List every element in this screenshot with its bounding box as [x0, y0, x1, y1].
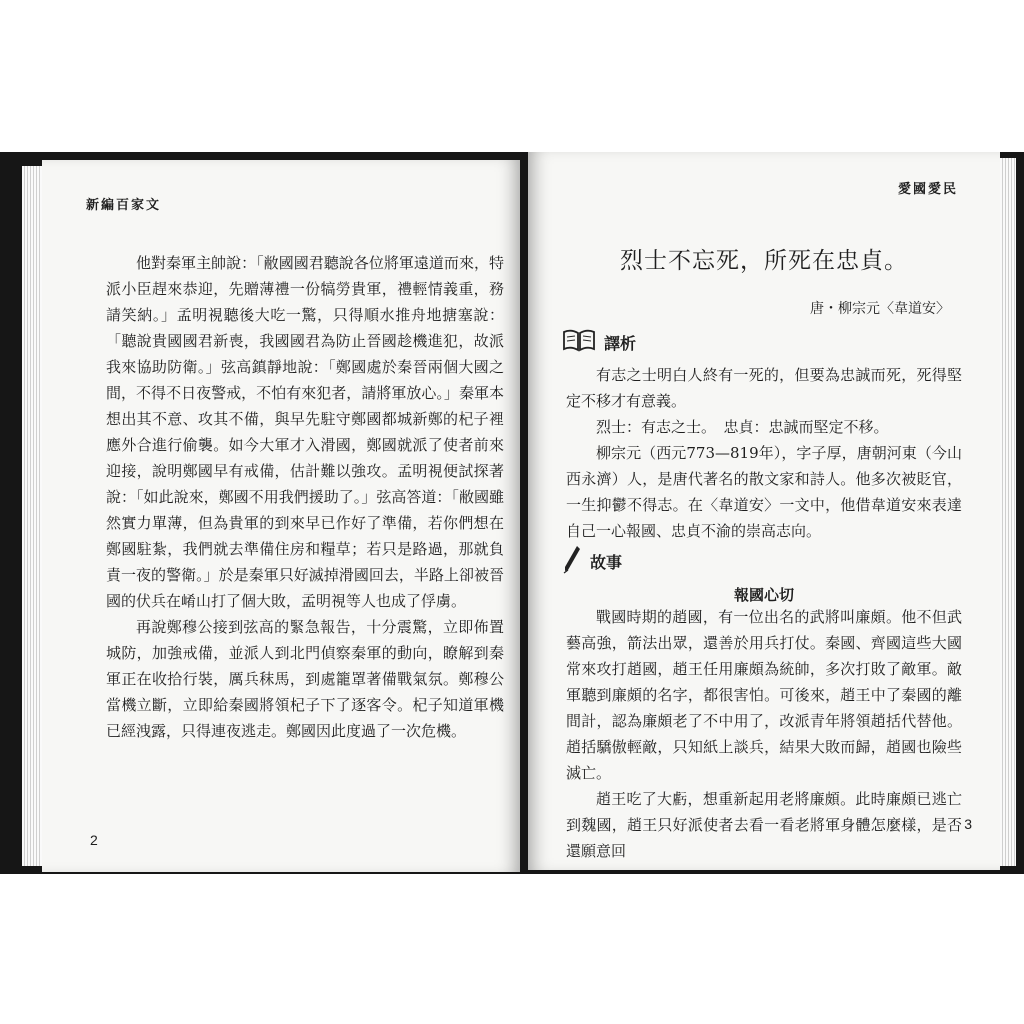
translation-paragraph-1: 有志之士明白人終有一死的，但要為忠誠而死，死得堅定不移才有意義。 — [566, 366, 962, 410]
right-page-edges — [1000, 158, 1016, 866]
book-spread — [0, 152, 1024, 874]
open-book-icon — [562, 328, 596, 356]
translation-notes: 烈士：有志之士。 忠貞：忠誠而堅定不移。 — [596, 418, 889, 436]
left-running-head: 新編百家文 — [86, 198, 162, 213]
quote-title: 烈士不忘死，所死在忠貞。 — [620, 248, 908, 274]
story-heading-label: 故事 — [590, 552, 623, 572]
pen-icon — [562, 544, 582, 578]
right-page — [528, 152, 1000, 870]
right-page-number: 3 — [964, 816, 972, 832]
story-paragraph-1: 戰國時期的趙國，有一位出名的武將叫廉頗。他不但武藝高強，箭法出眾，還善於用兵打仗。秦國、齊國這些大國常來攻打趙國，趙王任用廉頗為統帥，多次打敗了敵軍。敵軍聽到廉頗的名字，都很害怕。可後來，趙王中了秦國的離間計，認為廉頗老了不中用了，改派青年將領趙括代替他。趙括驕傲輕敵，只知紙上談兵，結果大敗而歸，趙國也險些滅亡。 — [566, 608, 962, 782]
story-text — [566, 604, 962, 864]
left-paragraph-1: 他對秦軍主帥說：「敝國國君聽說各位將軍遠道而來，特派小臣趕來恭迎，先贈薄禮一份犒勞貴軍，禮輕情義重，務請笑納。」孟明視聽後大吃一驚，只得順水推舟地搪塞說：「聽說貴國國君新喪，我國國君為防止晉國趁機進犯，故派我來協助防衛。」弦高鎮靜地說：「鄭國處於秦晉兩個大國之間，不得不日夜警戒，不怕有來犯者，請將軍放心。」秦軍本想出其不意、攻其不備，與早先駐守鄭國都城新鄭的杞子裡應外合進行偷襲。如今大軍才入滑國，鄭國就派了使者前來迎接，說明鄭國早有戒備，估計難以強攻。孟明視便試探著說：「如此說來，鄭國不用我們援助了。」弦高答道：「敝國雖然實力單薄，但為貴軍的到來早已作好了準備，若你們想在鄭國駐紮，我們就去準備住房和糧草；若只是路過，那就負責一夜的警衛。」於是秦軍只好滅掉滑國回去，半路上卻被晉國的伏兵在崤山打了個大敗，孟明視等人也成了俘虜。 — [106, 254, 504, 610]
translation-text — [566, 362, 962, 544]
left-page-number: 2 — [90, 832, 98, 848]
quote-attribution: 唐・柳宗元〈韋道安〉 — [810, 301, 950, 317]
story-title: 報國心切 — [733, 586, 794, 604]
left-body-text — [106, 250, 504, 744]
left-page — [42, 160, 520, 872]
story-paragraph-2: 趙王吃了大虧，想重新起用老將廉頗。此時廉頗已逃亡到魏國，趙王只好派使者去看一看老將軍身體怎麼樣，是否還願意回 — [566, 790, 962, 860]
translation-section-heading — [562, 328, 636, 356]
translation-heading-label: 譯析 — [604, 333, 637, 353]
left-paragraph-2: 再說鄭穆公接到弦高的緊急報告，十分震驚，立即佈置城防，加強戒備，並派人到北門偵察秦軍的動向，瞭解到秦軍正在收拾行裝，厲兵秣馬，到處籠罩著備戰氣氛。鄭穆公當機立斷，立即給秦國將領杞子下了逐客令。杞子知道軍機已經洩露，只得連夜逃走。鄭國因此度過了一次危機。 — [106, 618, 504, 740]
right-running-head: 愛國愛民 — [897, 182, 958, 197]
story-section-heading — [562, 544, 622, 578]
translation-paragraph-3: 柳宗元（西元773—819年），字子厚，唐朝河東（今山西永濟）人，是唐代著名的散文家和詩人。他多次被貶官，一生抑鬱不得志。在〈韋道安〉一文中，他借韋道安來表達自己一心報國、忠貞不渝的崇高志向。 — [566, 444, 962, 540]
left-page-edges — [22, 166, 42, 866]
